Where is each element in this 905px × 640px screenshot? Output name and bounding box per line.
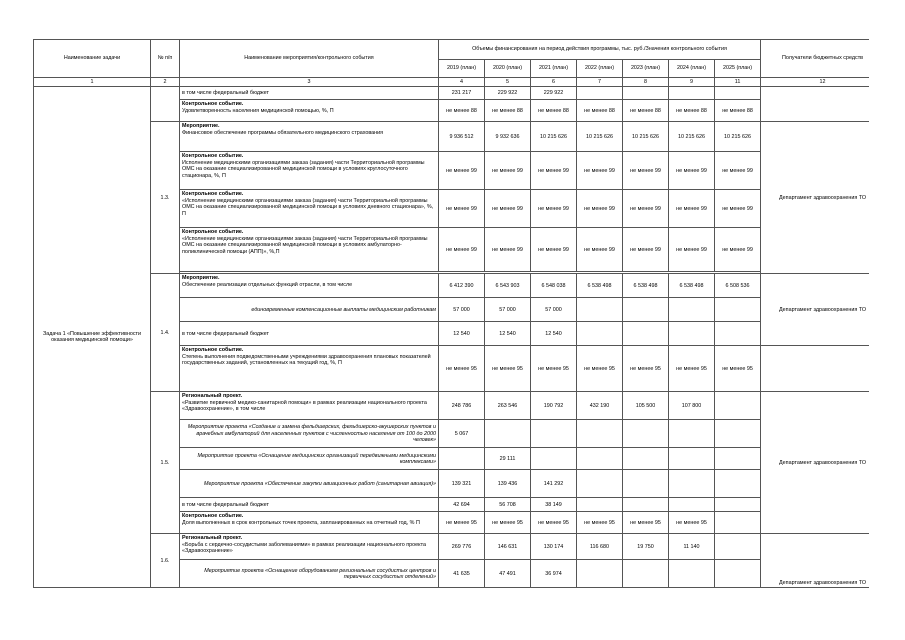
value-cell: 12 540	[439, 322, 485, 346]
value-cell: 6 538 498	[669, 274, 715, 298]
value-cell: 229 922	[531, 87, 577, 100]
value-cell	[623, 470, 669, 498]
value-cell: не менее 88	[623, 100, 669, 122]
value-cell: не менее 95	[485, 512, 531, 534]
value-cell: не менее 99	[531, 228, 577, 272]
value-cell: не менее 95	[439, 346, 485, 392]
project-activity: Мероприятие проекта «Оснащение медицинских организаций передвижными медицинскими комплексами»	[180, 448, 439, 470]
col-number: 11	[715, 78, 761, 87]
value-cell: 141 292	[531, 470, 577, 498]
control-event-title: Контрольное событие.	[182, 513, 244, 520]
value-cell: 12 540	[485, 322, 531, 346]
col-number: 12	[761, 78, 869, 87]
control-event	[180, 152, 439, 190]
value-cell: 146 631	[485, 534, 531, 560]
value-cell: не менее 99	[669, 152, 715, 190]
value-cell: 269 776	[439, 534, 485, 560]
value-cell: не менее 99	[623, 228, 669, 272]
control-event	[180, 346, 439, 392]
document-page	[33, 39, 869, 640]
value-cell	[715, 534, 761, 560]
control-event-text: Доля выполненных в срок контрольных точек проекта, запланированных на отчетный год, % П	[182, 519, 420, 526]
value-cell	[715, 392, 761, 420]
control-event-text: Степень выполнения подведомственными учреждениями здравоохранения плановых показателей государственных заданий, установленных на текущий год, %, П	[182, 353, 431, 367]
value-cell: 105 500	[623, 392, 669, 420]
value-cell	[577, 298, 623, 322]
header-financing: Объемы финансирования на период действия программы, тыс. руб./Значения контрольного события	[439, 40, 761, 60]
value-cell: 6 548 038	[531, 274, 577, 298]
value-cell	[715, 512, 761, 534]
value-cell: 10 215 626	[577, 122, 623, 152]
value-cell: не менее 99	[531, 190, 577, 228]
control-event	[180, 228, 439, 272]
control-event	[180, 100, 439, 122]
value-cell: 57 000	[531, 298, 577, 322]
value-cell: не менее 95	[439, 512, 485, 534]
header-recipients: Получатели бюджетных средств	[761, 40, 869, 78]
value-cell: не менее 99	[485, 152, 531, 190]
value-cell: 9 936 512	[439, 122, 485, 152]
measure-number: 1.3.	[151, 122, 180, 274]
value-cell	[715, 560, 761, 588]
header-year: 2022 (план)	[577, 60, 623, 78]
recipient-cell	[761, 87, 869, 122]
value-cell: не менее 99	[531, 152, 577, 190]
control-event-title: Контрольное событие.	[182, 101, 244, 108]
value-cell	[577, 470, 623, 498]
value-cell	[715, 448, 761, 470]
value-cell: 6 543 903	[485, 274, 531, 298]
header-year: 2019 (план)	[439, 60, 485, 78]
header-year: 2024 (план)	[669, 60, 715, 78]
col-number: 9	[669, 78, 715, 87]
fed-budget-label: в том числе федеральный бюджет	[180, 322, 439, 346]
value-cell	[669, 420, 715, 448]
value-cell: 5 067	[439, 420, 485, 448]
measure-number: 1.5.	[151, 392, 180, 534]
num-cell	[151, 87, 180, 122]
value-cell: не менее 99	[439, 190, 485, 228]
col-number: 5	[485, 78, 531, 87]
control-event-title: Контрольное событие.	[182, 347, 244, 354]
task-1-cell: Задача 1 «Повышение эффективности оказания медицинской помощи»	[34, 87, 151, 588]
value-cell	[439, 448, 485, 470]
value-cell: не менее 95	[485, 346, 531, 392]
header-year: 2023 (план)	[623, 60, 669, 78]
recipient-cell: Департамент здравоохранения ТО	[761, 274, 869, 346]
value-cell: 41 635	[439, 560, 485, 588]
value-cell: не менее 88	[715, 100, 761, 122]
value-cell	[623, 322, 669, 346]
value-cell	[669, 298, 715, 322]
measure-title: Мероприятие.	[182, 123, 220, 130]
value-cell: 6 508 536	[715, 274, 761, 298]
value-cell: 19 750	[623, 534, 669, 560]
measure	[180, 274, 439, 298]
value-cell: не менее 88	[577, 100, 623, 122]
measure-text: Финансовое обеспечение программы обязательного медицинского страхования	[182, 129, 384, 136]
value-cell: не менее 99	[485, 190, 531, 228]
value-cell: 29 111	[485, 448, 531, 470]
value-cell: 231 217	[439, 87, 485, 100]
control-event-text: Исполнение медицинскими организациями заказа (задания) части Территориальной программы ОМС на оказание специализированной медицинской помощи в условиях круглосуточного стационара, %, П	[182, 159, 425, 179]
col-number: 2	[151, 78, 180, 87]
measure-text: Обеспечение реализации отдельных функций отрасли, в том числе	[182, 281, 353, 288]
value-cell: 10 215 626	[531, 122, 577, 152]
value-cell: 6 538 498	[623, 274, 669, 298]
value-cell	[669, 322, 715, 346]
value-cell: не менее 95	[669, 512, 715, 534]
value-cell	[577, 448, 623, 470]
value-cell	[669, 448, 715, 470]
value-cell	[577, 498, 623, 512]
value-cell: не менее 99	[577, 190, 623, 228]
control-event-title: Контрольное событие.	[182, 153, 244, 160]
project-text: «Борьба с сердечно-сосудистыми заболеваниями» в рамках реализации национального проекта «Здравоохранение»	[182, 541, 426, 555]
value-cell: не менее 88	[485, 100, 531, 122]
value-cell	[669, 470, 715, 498]
value-cell: не менее 99	[623, 190, 669, 228]
value-cell	[577, 87, 623, 100]
value-cell: не менее 95	[623, 346, 669, 392]
value-cell: не менее 95	[577, 512, 623, 534]
value-cell	[577, 322, 623, 346]
value-cell	[577, 560, 623, 588]
value-cell	[669, 87, 715, 100]
value-cell	[669, 498, 715, 512]
value-cell	[623, 298, 669, 322]
value-cell: 6 538 498	[577, 274, 623, 298]
value-cell: не менее 99	[715, 152, 761, 190]
value-cell	[531, 448, 577, 470]
value-cell: 36 974	[531, 560, 577, 588]
recipient-cell: Департамент здравоохранения ТО	[761, 122, 869, 274]
value-cell: 57 000	[439, 298, 485, 322]
value-cell: не менее 95	[531, 512, 577, 534]
value-cell: 107 800	[669, 392, 715, 420]
value-cell	[715, 470, 761, 498]
measure-number: 1.4.	[151, 274, 180, 392]
value-cell: не менее 99	[485, 228, 531, 272]
value-cell: 130 174	[531, 534, 577, 560]
project-activity: Мероприятие проекта «Создание и замена фельдшерских, фельдшерско-акушерских пунктов и врачебных амбулаторий для населенных пунктов с численностью населения от 100 до 2000 человек»	[180, 420, 439, 448]
value-cell: не менее 99	[439, 152, 485, 190]
value-cell	[715, 87, 761, 100]
header-num: № п/п	[151, 40, 180, 78]
measure-title: Мероприятие.	[182, 275, 220, 282]
recipient-cell: Департамент здравоохранения ТО	[761, 392, 869, 534]
control-event-text: «Исполнение медицинскими организациями заказа (задания) части Территориальной программы ОМС на оказание специализированной медицинской помощи в условиях дневного стационара», %, П	[182, 197, 434, 217]
project-activity: Мероприятие проекта «Обеспечение закупки авиационных работ (санитарная авиация)»	[180, 470, 439, 498]
value-cell: 190 792	[531, 392, 577, 420]
measure-number: 1.6.	[151, 534, 180, 588]
value-cell	[623, 560, 669, 588]
value-cell: 248 786	[439, 392, 485, 420]
fed-budget-label: в том числе федеральный бюджет	[180, 87, 439, 100]
value-cell: не менее 95	[715, 346, 761, 392]
value-cell	[715, 322, 761, 346]
value-cell: 56 708	[485, 498, 531, 512]
col-number: 6	[531, 78, 577, 87]
control-event-title: Контрольное событие.	[182, 229, 244, 236]
fed-budget-label: в том числе федеральный бюджет	[180, 498, 439, 512]
value-cell	[485, 420, 531, 448]
value-cell: 6 412 390	[439, 274, 485, 298]
col-number: 4	[439, 78, 485, 87]
value-cell: 10 215 626	[623, 122, 669, 152]
value-cell: не менее 99	[715, 190, 761, 228]
project-title: Региональный проект.	[182, 535, 243, 542]
value-cell: 9 932 636	[485, 122, 531, 152]
value-cell: не менее 99	[577, 152, 623, 190]
project-text: «Развитие первичной медико-санитарной помощи» в рамках реализации национального проекта «Здравоохранение», в том числе	[182, 399, 427, 413]
value-cell: 38 149	[531, 498, 577, 512]
header-measure-name: Наименование мероприятия/контрольного события	[180, 40, 439, 78]
value-cell	[623, 498, 669, 512]
control-event	[180, 190, 439, 228]
value-cell: не менее 99	[669, 228, 715, 272]
value-cell: 432 190	[577, 392, 623, 420]
value-cell: не менее 88	[669, 100, 715, 122]
control-event-text: «Исполнение медицинскими организациями заказа (задания) части Территориальной программы ОМС на оказание специализированной медицинской помощи в условиях амбулаторно-поликлинической помощи (АПП)», %,П	[182, 235, 428, 255]
value-cell	[531, 420, 577, 448]
value-cell	[623, 448, 669, 470]
value-cell: 10 215 626	[715, 122, 761, 152]
value-cell	[715, 298, 761, 322]
value-cell: не менее 95	[531, 346, 577, 392]
project-title: Региональный проект.	[182, 393, 243, 400]
value-cell: не менее 99	[715, 228, 761, 272]
value-cell: не менее 99	[577, 228, 623, 272]
value-cell: 263 546	[485, 392, 531, 420]
value-cell	[715, 498, 761, 512]
value-cell: 47 491	[485, 560, 531, 588]
value-cell	[715, 420, 761, 448]
col-number: 7	[577, 78, 623, 87]
value-cell: не менее 99	[623, 152, 669, 190]
value-cell: 229 922	[485, 87, 531, 100]
value-cell: 139 436	[485, 470, 531, 498]
measure	[180, 122, 439, 152]
control-event-title: Контрольное событие.	[182, 191, 244, 198]
col-number: 1	[34, 78, 151, 87]
value-cell	[669, 560, 715, 588]
header-task-name: Наименование задачи	[34, 40, 151, 78]
value-cell: не менее 99	[439, 228, 485, 272]
value-cell: не менее 88	[439, 100, 485, 122]
recipient-cell: Департамент здравоохранения ТО	[761, 534, 869, 588]
regional-project	[180, 534, 439, 560]
col-number: 3	[180, 78, 439, 87]
value-cell: 42 694	[439, 498, 485, 512]
value-cell: 10 215 626	[669, 122, 715, 152]
value-cell: не менее 95	[577, 346, 623, 392]
value-cell: 139 321	[439, 470, 485, 498]
header-year: 2025 (план)	[715, 60, 761, 78]
control-event	[180, 512, 439, 534]
program-table	[33, 39, 869, 588]
value-cell: 11 140	[669, 534, 715, 560]
control-event-text: Удовлетворенность населения медицинской помощью, %, П	[182, 107, 334, 114]
value-cell: 12 540	[531, 322, 577, 346]
header-year: 2020 (план)	[485, 60, 531, 78]
value-cell: 57 000	[485, 298, 531, 322]
value-cell: не менее 99	[669, 190, 715, 228]
regional-project	[180, 392, 439, 420]
header-year: 2021 (план)	[531, 60, 577, 78]
value-cell	[577, 420, 623, 448]
project-activity: Мероприятие проекта «Оснащение оборудованием региональных сосудистых центров и первичных сосудистых отделений»	[180, 560, 439, 588]
value-cell: не менее 95	[623, 512, 669, 534]
value-cell: не менее 88	[531, 100, 577, 122]
value-cell	[623, 87, 669, 100]
sub-measure-text: единовременные компенсационные выплаты медицинским работникам	[180, 298, 439, 322]
value-cell: не менее 95	[669, 346, 715, 392]
col-number: 8	[623, 78, 669, 87]
value-cell	[623, 420, 669, 448]
value-cell: 116 680	[577, 534, 623, 560]
recipient-cell	[761, 346, 869, 392]
